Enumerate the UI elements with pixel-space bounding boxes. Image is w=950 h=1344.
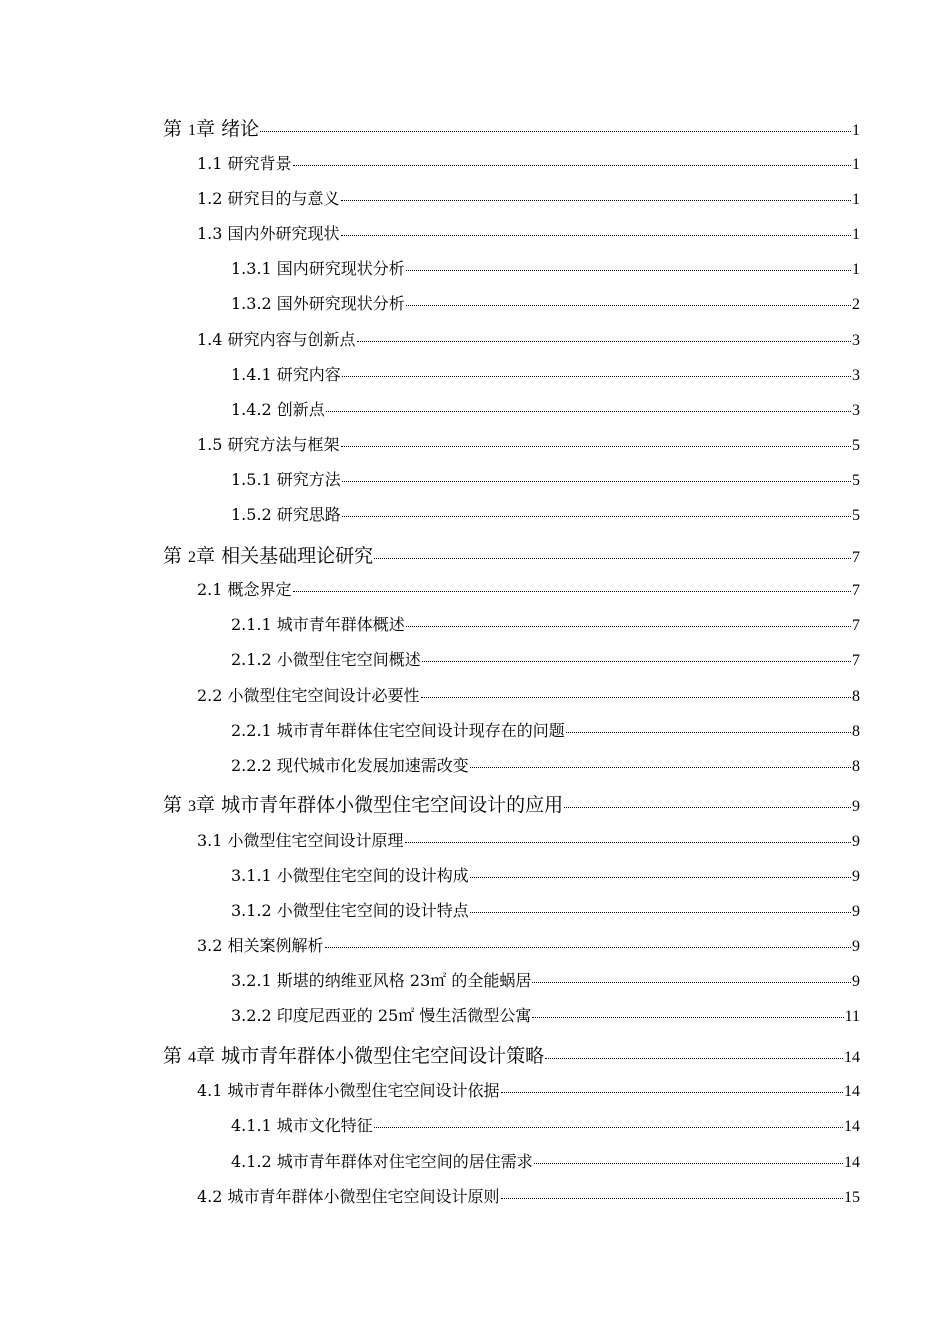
toc-section-entry[interactable] <box>197 186 860 209</box>
toc-subsection-entry[interactable] <box>231 1003 860 1026</box>
toc-page-number: 9 <box>852 833 860 850</box>
chapter-title: 章 相关基础理论研究 <box>196 545 374 567</box>
dot-leader <box>357 341 851 342</box>
toc-subsection-entry[interactable] <box>231 612 860 635</box>
toc-page-number: 3 <box>852 402 860 419</box>
toc-section-entry[interactable] <box>197 327 860 350</box>
toc-page-number: 5 <box>852 472 860 489</box>
toc-entry-title: 1.4.2 创新点 <box>231 400 325 419</box>
toc-entry-title: 2.1.1 城市青年群体概述 <box>231 615 405 634</box>
toc-entry-title: 1.4 研究内容与创新点 <box>197 330 356 349</box>
toc-entry-title <box>163 541 373 568</box>
dot-leader <box>501 1092 843 1093</box>
toc-entry-title: 3.1.1 小微型住宅空间的设计构成 <box>231 866 469 885</box>
toc-entry-title: 2.2.1 城市青年群体住宅空间设计现存在的问题 <box>231 721 565 740</box>
toc-entry-title: 1.5 研究方法与框架 <box>197 435 340 454</box>
toc-entry-title: 1.3.2 国外研究现状分析 <box>231 294 405 313</box>
toc-page-number: 15 <box>844 1189 860 1206</box>
dot-leader <box>326 411 851 412</box>
toc-section-entry[interactable] <box>197 828 860 851</box>
toc-entry-title: 3.2.2 印度尼西亚的 25㎡ 慢生活微型公寓 <box>231 1006 532 1025</box>
toc-chapter-entry[interactable] <box>163 114 860 141</box>
toc-entry-title: 2.2.2 现代城市化发展加速需改变 <box>231 756 469 775</box>
toc-entry-title <box>163 790 563 817</box>
dot-leader <box>342 376 851 377</box>
toc-section-entry[interactable] <box>197 1078 860 1101</box>
toc-entry-title: 1.5.1 研究方法 <box>231 470 341 489</box>
toc-page-number: 1 <box>852 261 860 278</box>
toc-page-number: 7 <box>852 549 860 566</box>
toc-page-number: 9 <box>852 903 860 920</box>
chapter-title: 章 城市青年群体小微型住宅空间设计策略 <box>196 1045 545 1067</box>
toc-entry-title: 4.1.2 城市青年群体对住宅空间的居住需求 <box>231 1152 533 1171</box>
toc-section-entry[interactable] <box>197 221 860 244</box>
toc-page-number: 1 <box>852 122 860 139</box>
dot-leader <box>293 591 851 592</box>
toc-entry-title: 3.1.2 小微型住宅空间的设计特点 <box>231 901 469 920</box>
toc-page-number: 8 <box>852 758 860 775</box>
dot-leader <box>342 516 851 517</box>
toc-section-entry[interactable] <box>197 683 860 706</box>
dot-leader <box>470 877 851 878</box>
toc-entry-title: 1.3.1 国内研究现状分析 <box>231 259 405 278</box>
toc-page-number: 3 <box>852 332 860 349</box>
toc-subsection-entry[interactable] <box>231 1113 860 1136</box>
toc-page-number: 8 <box>852 723 860 740</box>
dot-leader <box>422 661 851 662</box>
dot-leader <box>374 1127 843 1128</box>
toc-subsection-entry[interactable] <box>231 753 860 776</box>
toc-page-number: 7 <box>852 652 860 669</box>
chapter-prefix: 第 <box>163 794 189 816</box>
toc-entry-title: 1.2 研究目的与意义 <box>197 189 340 208</box>
toc-subsection-entry[interactable] <box>231 362 860 385</box>
toc-section-entry[interactable] <box>197 432 860 455</box>
toc-page-number: 9 <box>852 868 860 885</box>
dot-leader <box>341 446 851 447</box>
toc-section-entry[interactable] <box>197 151 860 174</box>
chapter-title: 章 绪论 <box>196 118 260 140</box>
dot-leader <box>545 1058 843 1059</box>
dot-leader <box>325 947 851 948</box>
dot-leader <box>501 1198 843 1199</box>
dot-leader <box>341 235 851 236</box>
toc-entry-title: 2.2 小微型住宅空间设计必要性 <box>197 686 420 705</box>
toc-page-number: 1 <box>852 191 860 208</box>
dot-leader <box>534 1163 843 1164</box>
toc-page-number: 8 <box>852 688 860 705</box>
toc-page-number: 1 <box>852 156 860 173</box>
toc-subsection-entry[interactable] <box>231 1149 860 1172</box>
toc-page-number: 14 <box>844 1083 860 1100</box>
dot-leader <box>260 131 851 132</box>
dot-leader <box>406 270 851 271</box>
toc-page-number: 5 <box>852 437 860 454</box>
toc-entry-title: 4.1.1 城市文化特征 <box>231 1116 373 1135</box>
toc-chapter-entry[interactable] <box>163 1041 860 1068</box>
toc-page-number: 14 <box>844 1118 860 1135</box>
chapter-number: 4 <box>188 1049 197 1066</box>
dot-leader <box>532 982 851 983</box>
toc-entry-title: 4.2 城市青年群体小微型住宅空间设计原则 <box>197 1187 500 1206</box>
dot-leader <box>341 200 851 201</box>
toc-entry-title <box>163 114 259 141</box>
toc-entry-title: 1.3 国内外研究现状 <box>197 224 340 243</box>
dot-leader <box>406 626 851 627</box>
chapter-title: 章 城市青年群体小微型住宅空间设计的应用 <box>196 794 564 816</box>
toc-chapter-entry[interactable] <box>163 541 860 568</box>
toc-subsection-entry[interactable] <box>231 467 860 490</box>
toc-entry-title: 3.2.1 斯堪的纳维亚风格 23㎡ 的全能蜗居 <box>231 971 532 990</box>
toc-page-number: 1 <box>852 226 860 243</box>
toc-page-number: 7 <box>852 582 860 599</box>
toc-subsection-entry[interactable] <box>231 256 860 279</box>
toc-subsection-entry[interactable] <box>231 397 860 420</box>
toc-entry-title <box>163 1041 544 1068</box>
dot-leader <box>374 558 851 559</box>
toc-page-number: 14 <box>844 1049 860 1066</box>
toc-chapter-entry[interactable] <box>163 790 860 817</box>
toc-page-number: 2 <box>852 296 860 313</box>
toc-subsection-entry[interactable] <box>231 968 860 991</box>
chapter-prefix: 第 <box>163 1045 189 1067</box>
toc-subsection-entry[interactable] <box>231 863 860 886</box>
dot-leader <box>566 732 851 733</box>
toc-page-number: 3 <box>852 367 860 384</box>
chapter-prefix: 第 <box>163 118 189 140</box>
toc-section-entry[interactable] <box>197 577 860 600</box>
toc-entry-title: 1.1 研究背景 <box>197 154 292 173</box>
toc-subsection-entry[interactable] <box>231 718 860 741</box>
toc-entry-title: 1.4.1 研究内容 <box>231 365 341 384</box>
toc-page-number: 5 <box>852 507 860 524</box>
toc-page-number: 9 <box>852 798 860 815</box>
toc-subsection-entry[interactable] <box>231 502 860 525</box>
toc-subsection-entry[interactable] <box>231 291 860 314</box>
toc-section-entry[interactable] <box>197 933 860 956</box>
dot-leader <box>406 305 851 306</box>
dot-leader <box>564 807 851 808</box>
toc-entry-title: 3.1 小微型住宅空间设计原理 <box>197 831 404 850</box>
toc-subsection-entry[interactable] <box>231 898 860 921</box>
toc-subsection-entry[interactable] <box>231 647 860 670</box>
toc-entry-title: 3.2 相关案例解析 <box>197 936 324 955</box>
dot-leader <box>470 912 851 913</box>
toc-entry-title: 2.1 概念界定 <box>197 580 292 599</box>
toc-page-number: 7 <box>852 617 860 634</box>
toc-page-number: 14 <box>844 1154 860 1171</box>
toc-entry-title: 1.5.2 研究思路 <box>231 505 341 524</box>
toc-section-entry[interactable] <box>197 1184 860 1207</box>
dot-leader <box>532 1017 843 1018</box>
toc-entry-title: 2.1.2 小微型住宅空间概述 <box>231 650 421 669</box>
dot-leader <box>405 842 851 843</box>
toc-page-number: 9 <box>852 973 860 990</box>
chapter-prefix: 第 <box>163 545 189 567</box>
chapter-number: 3 <box>188 798 197 815</box>
toc-page-number: 11 <box>844 1008 860 1025</box>
dot-leader <box>421 697 851 698</box>
dot-leader <box>342 481 851 482</box>
dot-leader <box>470 767 851 768</box>
toc-entry-title: 4.1 城市青年群体小微型住宅空间设计依据 <box>197 1081 500 1100</box>
dot-leader <box>293 165 851 166</box>
chapter-number: 1 <box>188 122 197 139</box>
chapter-number: 2 <box>188 549 197 566</box>
toc-page-number: 9 <box>852 938 860 955</box>
